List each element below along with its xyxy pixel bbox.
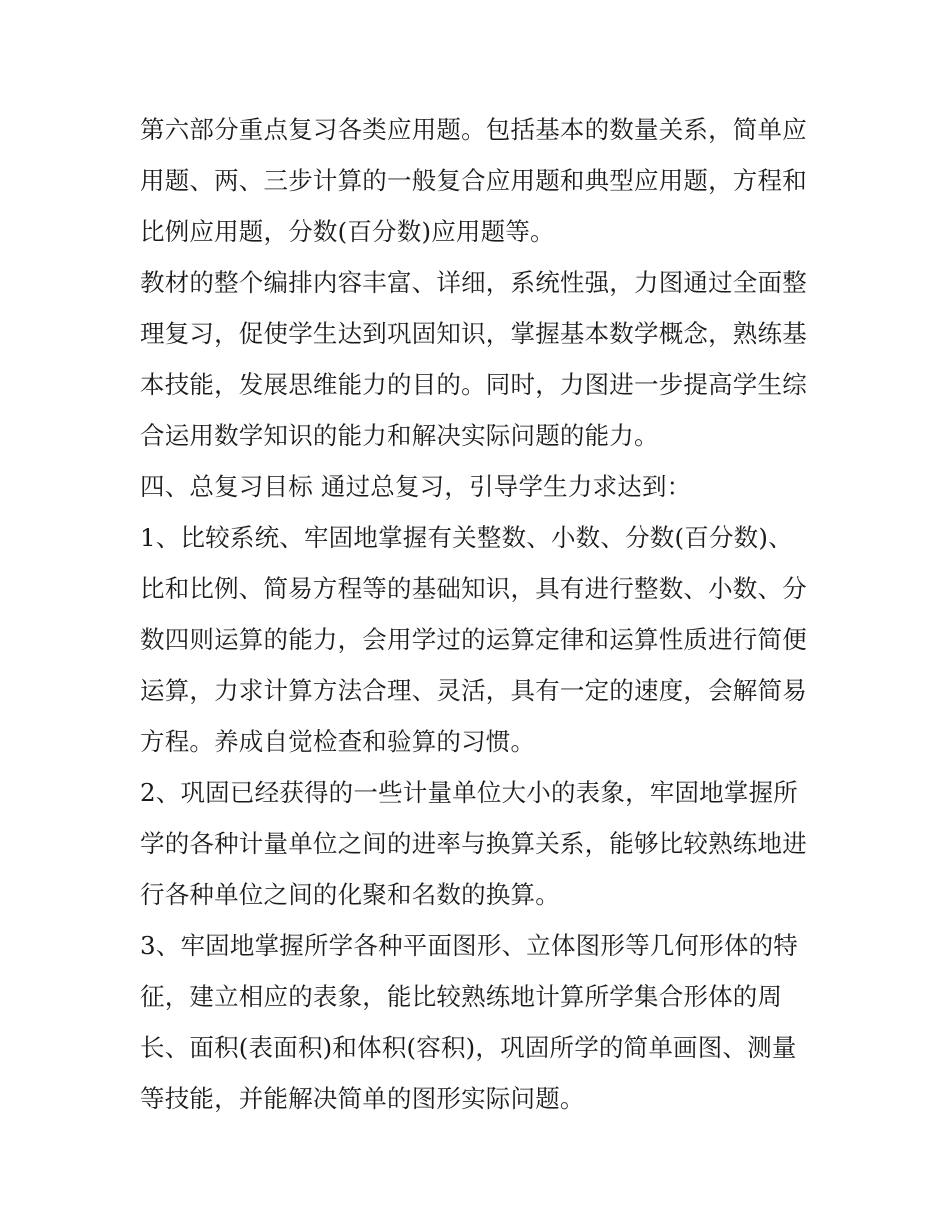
text-line: 合运用数学知识的能力和解决实际问题的能力。 (140, 421, 659, 450)
text-line: 长、面积(表面积)和体积(容积)，巩固所学的简单画图、测量 (140, 1033, 797, 1062)
text-line: 第六部分重点复习各类应用题。包括基本的数量关系，简单应 (140, 115, 807, 144)
text-line: 本技能，发展思维能力的目的。同时，力图进一步提高学生综 (140, 370, 807, 399)
text-line: 方程。养成自觉检查和验算的习惯。 (140, 727, 536, 756)
text-line: 学的各种计量单位之间的进率与换算关系，能够比较熟练地进 (140, 829, 807, 858)
text-line: 等技能，并能解决简单的图形实际问题。 (140, 1084, 585, 1113)
text-line: 比例应用题，分数(百分数)应用题等。 (140, 217, 555, 246)
section-heading: 四、总复习目标 通过总复习，引导学生力求达到： (140, 472, 692, 501)
text-line: 用题、两、三步计算的一般复合应用题和典型应用题，方程和 (140, 166, 807, 195)
text-line: 数四则运算的能力，会用学过的运算定律和运算性质进行简便 (140, 625, 807, 654)
text-line: 教材的整个编排内容丰富、详细，系统性强，力图通过全面整 (140, 268, 807, 297)
text-line: 征，建立相应的表象，能比较熟练地计算所学集合形体的周 (140, 982, 783, 1011)
text-line: 比和比例、简易方程等的基础知识，具有进行整数、小数、分 (140, 574, 807, 603)
text-line: 运算，力求计算方法合理、灵活，具有一定的速度，会解简易 (140, 676, 807, 705)
text-line: 3、牢固地掌握所学各种平面图形、立体图形等几何形体的特 (140, 931, 798, 960)
text-line: 行各种单位之间的化聚和名数的换算。 (140, 880, 560, 909)
text-line: 理复习，促使学生达到巩固知识，掌握基本数学概念，熟练基 (140, 319, 807, 348)
text-line: 1、比较系统、牢固地掌握有关整数、小数、分数(百分数)、 (140, 523, 793, 552)
text-line: 2、巩固已经获得的一些计量单位大小的表象，牢固地掌握所 (140, 778, 798, 807)
